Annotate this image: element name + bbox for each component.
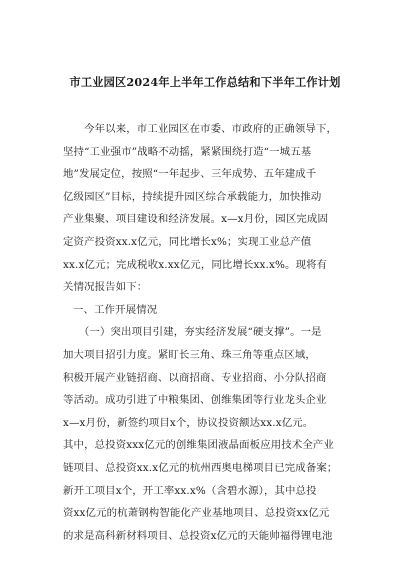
paragraph-line: （一）突出项目引建，夯实经济发展“硬支撑”。一是 (63, 326, 322, 339)
paragraph-line: 链项目、总投资xx.x亿元的杭州西奥电梯项目已完成备案； (63, 461, 338, 474)
paragraph-line: 定资产投资xx.x亿元，同比增长x%；实现工业总产值 (63, 235, 312, 248)
paragraph-line: 关情况报告如下： (63, 281, 148, 294)
paragraph-line: xx.x亿元；完成税收x.xx亿元，同比增长xx.x%。现将有 (63, 258, 328, 271)
paragraph-line: 坚持“工业强市”战略不动摇，紧紧围绕打造“一城五基 (63, 145, 312, 158)
paragraph-line: 亿级园区”目标，持续提升园区综合承载能力，加快推动 (63, 190, 322, 203)
paragraph-line: 产业集聚、项目建设和经济发展。x—x月份，园区完成固 (63, 213, 328, 226)
paragraph-line: 其中，总投资xxx亿元的创维集团液晶面板应用技术全产业 (63, 439, 335, 452)
paragraph-line: 等活动。成功引进了中粮集团、创维集团等行业龙头企业 (63, 394, 327, 407)
section-heading: 一、工作开展情况 (73, 303, 158, 316)
document-title: 市工业园区2024年上半年工作总结和下半年工作计划 (69, 75, 341, 89)
paragraph-line: x—x月份，新签约项目x个，协议投资额达xx.x亿元。 (63, 416, 314, 429)
paragraph-line: 的求是高科新材料项目、总投资x亿元的天能帅福得锂电池 (63, 529, 333, 542)
paragraph-line: 新开工项目x个，开工率xx.x%（含碧水源），其中总投 (63, 484, 317, 497)
paragraph-line: 资xx亿元的杭萧钢构智能化产业基地项目、总投资xx亿元 (63, 507, 330, 520)
paragraph-line: 今年以来，市工业园区在市委、市政府的正确领导下， (63, 123, 338, 135)
paragraph-line: 加大项目招引力度。紧盯长三角、珠三角等重点区域， (63, 348, 316, 361)
paragraph-line: 地”发展定位，按照“一年起步、三年成势、五年建成千 (63, 168, 317, 181)
paragraph-line: 积极开展产业链招商、以商招商、专业招商、小分队招商 (63, 371, 327, 384)
document-body (63, 118, 353, 547)
